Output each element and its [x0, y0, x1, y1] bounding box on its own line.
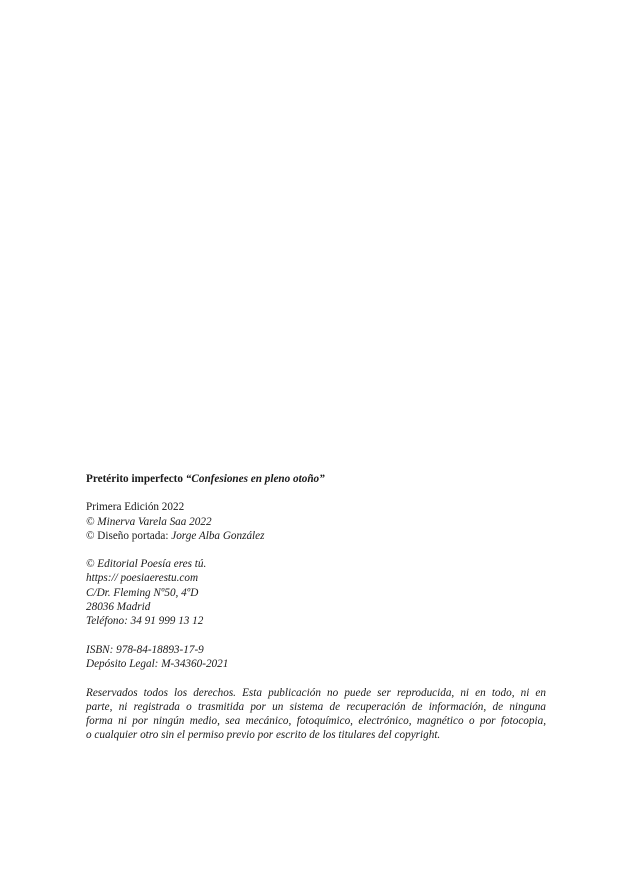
publisher-block [86, 557, 546, 628]
rights-line: Reservados todos los derechos. Esta publicación no puede ser reproducida, ni en todo, ni en [86, 686, 546, 699]
edition-block [86, 500, 546, 543]
cover-design-name: Jorge Alba González [171, 529, 265, 542]
book-title [86, 472, 546, 486]
book-title-main: Pretérito imperfecto [86, 473, 186, 485]
rights-notice [86, 686, 546, 743]
publisher-street: C/Dr. Fleming Nº50, 4ºD [86, 586, 199, 599]
publisher-name: © Editorial Poesía eres tú. [86, 558, 207, 571]
publisher-phone: Teléfono: 34 91 999 13 12 [86, 615, 204, 627]
credits-block [86, 472, 546, 742]
first-edition: Primera Edición 2022 [86, 501, 185, 514]
publisher-website: https:// poesiaerestu.com [86, 572, 199, 585]
rights-line: o cualquier otro sin el permiso previo por escrito de los titulares del copyright. [86, 729, 441, 742]
cover-design-label: © Diseño portada: [86, 529, 172, 542]
legal-block [86, 643, 546, 671]
cover-design [86, 529, 546, 543]
book-subtitle: “Confesiones en pleno otoño” [185, 473, 325, 485]
rights-line: forma ni por ningún medio, sea mecánico, fotoquímico, electrónico, magnético o por fotocopia, [86, 715, 546, 727]
legal-deposit: Depósito Legal: M-34360-2021 [86, 658, 229, 670]
author-copyright: © Minerva Varela Saa 2022 [86, 515, 212, 528]
publisher-city: 28036 Madrid [86, 600, 151, 613]
isbn: ISBN: 978-84-18893-17-9 [86, 643, 204, 656]
rights-line: parte, ni registrada o trasmitida por un sistema de recuperación de información, de ninguna [86, 700, 546, 713]
